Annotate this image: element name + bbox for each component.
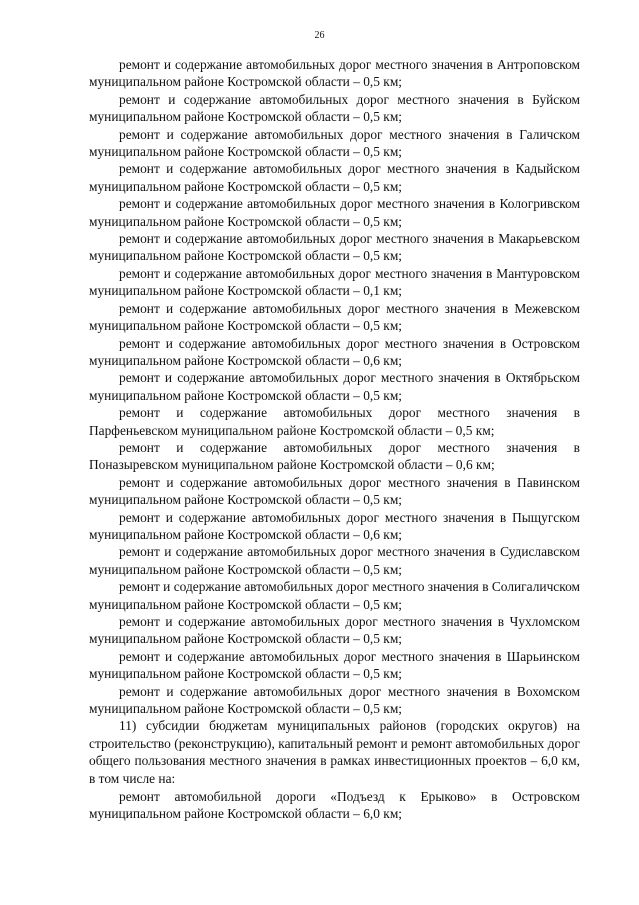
paragraph: ремонт и содержание автомобильных дорог местного значения в Островском муниципальном районе Костромской области – 0,6 км; [89, 335, 580, 368]
page-number: 26 [314, 30, 325, 41]
paragraph: ремонт и содержание автомобильных дорог местного значения в Кологривском муниципальном районе Костромской области – 0,5 км; [89, 196, 580, 229]
paragraph-road-repair: ремонт автомобильной дороги «Подъезд к Ерыково» в Островском муниципальном районе Костромской области – 6,0 км; [89, 789, 580, 822]
paragraph: ремонт и содержание автомобильных дорог местного значения в Солигаличском муниципальном районе Костромской области – 0,5 км; [89, 579, 580, 612]
paragraph: ремонт и содержание автомобильных дорог местного значения в Павинском муниципальном районе Костромской области – 0,5 км; [89, 474, 580, 508]
paragraph: ремонт и содержание автомобильных дорог местного значения в Октябрьском муниципальном районе Костромской области – 0,5 км; [89, 370, 580, 403]
paragraph: ремонт и содержание автомобильных дорог местного значения в Буйском муниципальном районе Костромской области – 0,5 км; [89, 91, 580, 125]
paragraph: ремонт и содержание автомобильных дорог местного значения в Чухломском муниципальном районе Костромской области – 0,5 км; [89, 614, 580, 647]
paragraph: ремонт и содержание автомобильных дорог местного значения в Мантуровском муниципальном районе Костромской области – 0,1 км; [89, 265, 580, 299]
paragraph: ремонт и содержание автомобильных дорог местного значения в Галичском муниципальном районе Костромской области – 0,5 км; [89, 126, 580, 160]
document-body [89, 56, 580, 823]
paragraph: ремонт и содержание автомобильных дорог местного значения в Антроповском муниципальном районе Костромской области – 0,5 км; [89, 57, 580, 90]
paragraph: ремонт и содержание автомобильных дорог местного значения в Парфеньевском муниципальном районе Костромской области – 0,5 км; [89, 405, 580, 438]
paragraph: ремонт и содержание автомобильных дорог местного значения в Поназыревском муниципальном районе Костромской области – 0,6 км; [89, 439, 580, 473]
paragraph: ремонт и содержание автомобильных дорог местного значения в Вохомском муниципальном районе Костромской области – 0,5 км; [89, 683, 580, 717]
paragraph: ремонт и содержание автомобильных дорог местного значения в Пыщугском муниципальном районе Костромской области – 0,6 км; [89, 509, 580, 542]
paragraph: ремонт и содержание автомобильных дорог местного значения в Межевском муниципальном районе Костромской области – 0,5 км; [89, 300, 580, 334]
paragraph: ремонт и содержание автомобильных дорог местного значения в Шарьинском муниципальном районе Костромской области – 0,5 км; [89, 648, 580, 682]
paragraph: ремонт и содержание автомобильных дорог местного значения в Судиславском муниципальном районе Костромской области – 0,5 км; [89, 544, 580, 577]
paragraph: ремонт и содержание автомобильных дорог местного значения в Кадыйском муниципальном районе Костромской области – 0,5 км; [89, 161, 580, 194]
paragraph-subsidies: 11) субсидии бюджетам муниципальных районов (городских округов) на строительство (реконструкцию), капитальный ремонт и ремонт автомобильных дорог общего пользования местного значения в рамках инвестиционных проектов – 6,0 км, в том числе на: [89, 718, 580, 786]
paragraph: ремонт и содержание автомобильных дорог местного значения в Макарьевском муниципальном районе Костромской области – 0,5 км; [89, 231, 580, 264]
